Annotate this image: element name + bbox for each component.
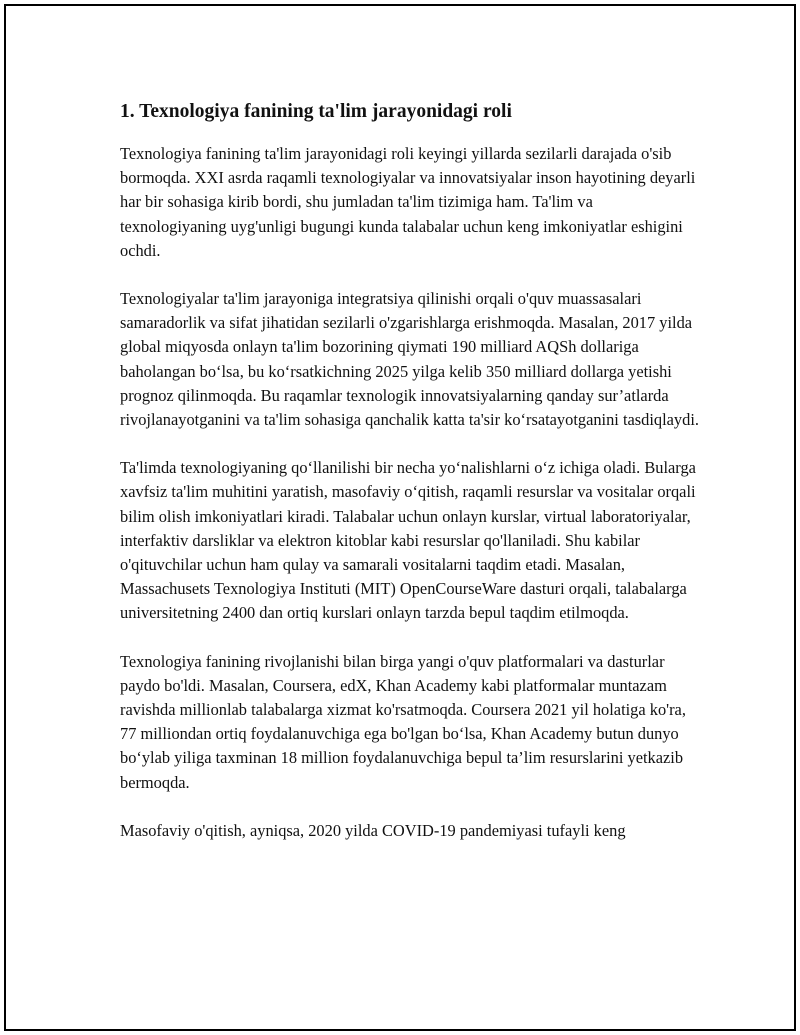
paragraph: Ta'limda texnologiyaning qo‘llanilishi bir necha yo‘nalishlarni o‘z ichiga oladi. Bularga xavfsiz ta'lim muhitini yaratish, masofaviy o‘qitish, raqamli resurslar va vositalar orqali bilim olish imkoniyatlari kiradi. Talabalar uchun onlayn kurslar, virtual laboratoriyalar, interfaktiv darsliklar va elektron kitoblar kabi resurslar qo'llaniladi. Shu kabilar o'qituvchilar uchun ham qulay va samarali vositalarni taqdim etadi. Masalan, Massachusets Texnologiya Instituti (MIT) OpenCourseWare dasturi orqali, talabalarga universitetning 2400 dan ortiq kurslari onlayn tarzda bepul taqdim etilmoqda. <box>120 458 696 623</box>
paragraph: Texnologiyalar ta'lim jarayoniga integratsiya qilinishi orqali o'quv muassasalari samaradorlik va sifat jihatidan sezilarli o'zgarishlarga erishmoqda. Masalan, 2017 yilda global miqyosda onlayn ta'lim bozorining qiymati 190 milliard AQSh dollariga baholangan bo‘lsa, bu ko‘rsatkichning 2025 yilga kelib 350 milliard dollarga yetishi prognoz qilinmoqda. Bu raqamlar texnologik innovatsiyalarning qanday sur’atlarda rivojlanayotganini va ta'lim sohasiga qanchalik katta ta'sir ko‘rsatayotganini tasdiqlaydi. <box>120 289 699 430</box>
page-frame <box>4 4 796 1031</box>
paragraph: Texnologiya fanining rivojlanishi bilan birga yangi o'quv platformalari va dasturlar paydo bo'ldi. Masalan, Coursera, edX, Khan Academy kabi platformalar muntazam ravishda millionlab talabalarga xizmat ko'rsatmoqda. Coursera 2021 yil holatiga ko'ra, 77 milliondan ortiq foydalanuvchiga ega bo'lgan bo‘lsa, Khan Academy butun dunyo bo‘ylab yiliga taxminan 18 million foydalanuvchiga bepul ta’lim resurslarini yetkazib bermoqda. <box>120 651 686 792</box>
paragraph: Texnologiya fanining ta'lim jarayonidagi roli keyingi yillarda sezilarli darajada o'sib bormoqda. XXI asrda raqamli texnologiyalar va innovatsiyalar inson hayotining deyarli har bir sohasiga kirib bordi, shu jumladan ta'lim tizimiga ham. Ta'lim va texnologiyaning uyg'unligi bugungi kunda talabalar uchun keng imkoniyatlar eshigini ochdi. <box>120 144 696 260</box>
paragraph: Masofaviy o'qitish, ayniqsa, 2020 yilda COVID-19 pandemiyasi tufayli keng <box>120 820 626 840</box>
document-body <box>120 98 700 843</box>
section-heading: 1. Texnologiya fanining ta'lim jarayonidagi roli <box>120 101 512 122</box>
